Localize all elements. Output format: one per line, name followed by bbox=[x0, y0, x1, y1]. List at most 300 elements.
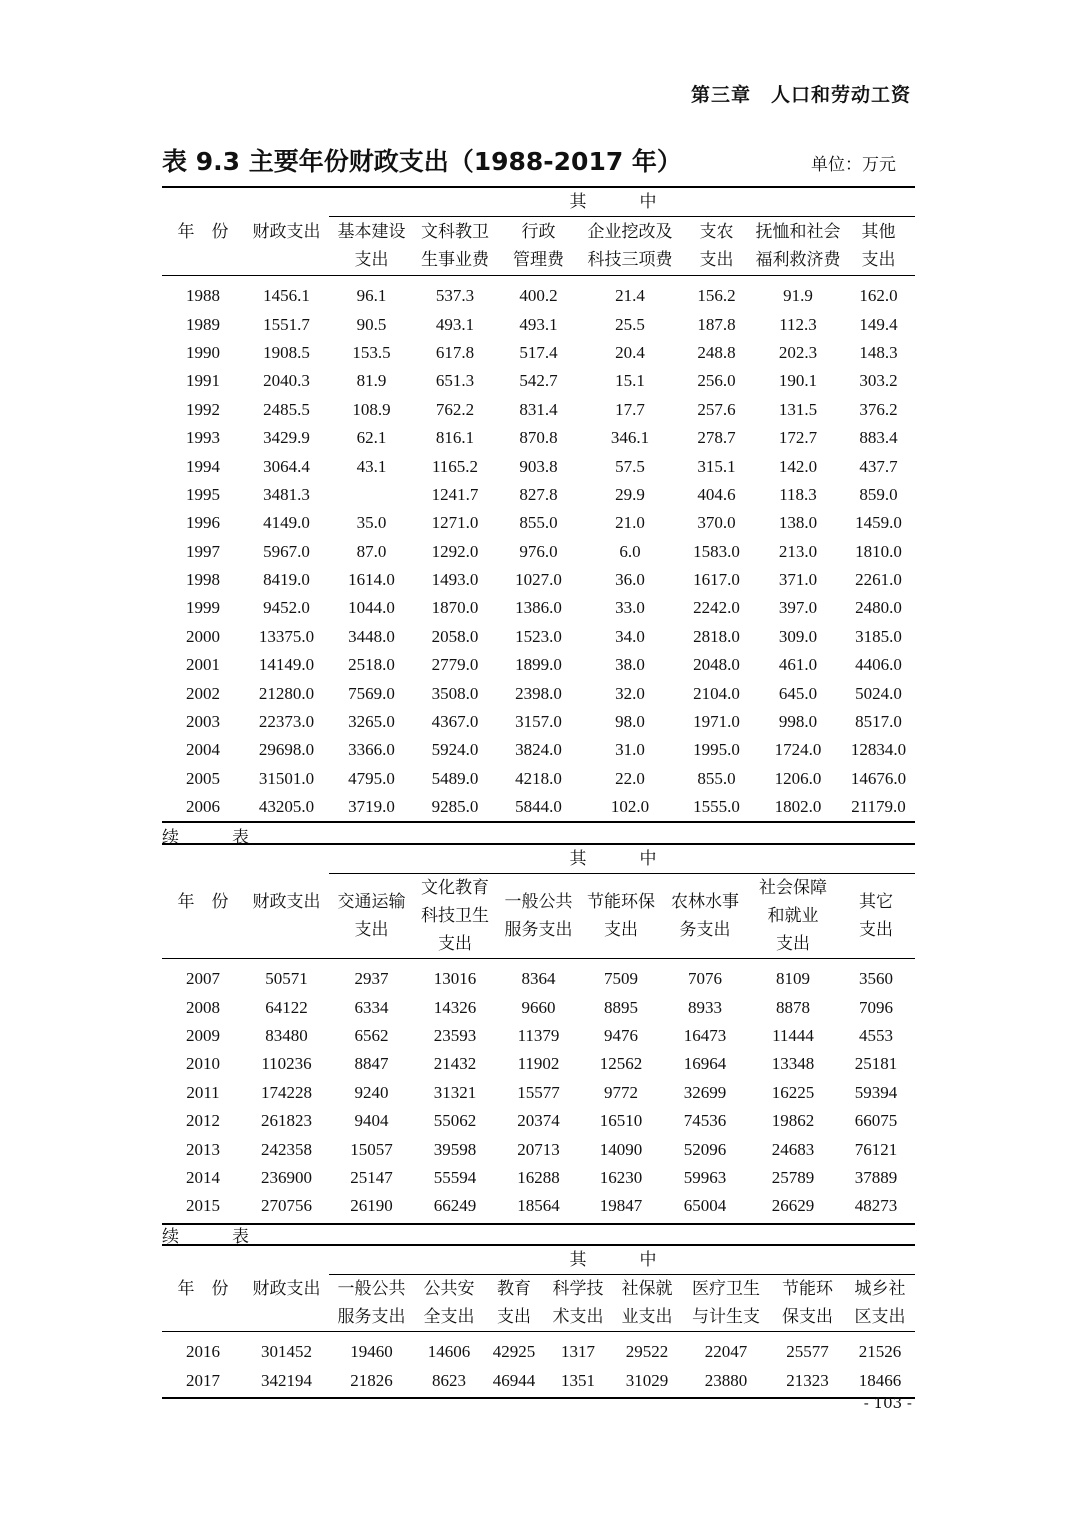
cell-value: 3157.0 bbox=[515, 712, 562, 732]
cell-value: 2398.0 bbox=[515, 683, 562, 703]
cell-value: 65004 bbox=[661, 1192, 749, 1223]
cell-value: 870.8 bbox=[519, 428, 558, 448]
cell-year: 1990 bbox=[186, 342, 220, 362]
cell-value: 5844.0 bbox=[496, 793, 581, 822]
col-header-6 bbox=[754, 217, 842, 276]
col-header-2 bbox=[414, 217, 496, 276]
cell-value: 7096 bbox=[859, 997, 893, 1017]
cell-value: 855.0 bbox=[519, 513, 558, 533]
col-header-line: 节能环 bbox=[782, 1279, 833, 1299]
cell-value: 14606 bbox=[427, 1342, 471, 1362]
cell-value: 2104.0 bbox=[693, 683, 740, 703]
cell-value: 4795.0 bbox=[348, 768, 395, 788]
col-header-4 bbox=[544, 1275, 612, 1332]
cell-value: 37889 bbox=[854, 1167, 898, 1187]
cell-value: 16288 bbox=[517, 1167, 560, 1187]
col-header-line: 其它 bbox=[859, 892, 893, 912]
col-header-qizhong: 其 中 bbox=[329, 187, 915, 217]
cell-value: 7509 bbox=[604, 969, 638, 989]
cell-value: 1241.7 bbox=[431, 484, 479, 504]
cell-value: 1802.0 bbox=[754, 793, 842, 822]
cell-value: 19460 bbox=[350, 1342, 393, 1362]
col-header-line: 科技卫生 bbox=[421, 906, 489, 926]
col-header-5 bbox=[679, 217, 754, 276]
col-header-line: 支出 bbox=[438, 934, 472, 954]
cell-total: 21280.0 bbox=[258, 683, 315, 703]
cell-value: 8517.0 bbox=[855, 712, 902, 732]
cell-value: 23880 bbox=[682, 1366, 770, 1397]
cell-value: 651.3 bbox=[435, 371, 475, 391]
cell-value: 9476 bbox=[604, 1025, 638, 1045]
cell-value: 6562 bbox=[354, 1025, 389, 1045]
cell-total: 174228 bbox=[261, 1082, 312, 1102]
col-header-6 bbox=[749, 874, 837, 959]
cell-value: 91.9 bbox=[783, 286, 813, 306]
cell-value: 11902 bbox=[517, 1054, 560, 1074]
cell-value: 31.0 bbox=[615, 740, 645, 760]
col-header-3 bbox=[496, 874, 581, 959]
cell-year: 2001 bbox=[186, 655, 220, 675]
col-header-3 bbox=[484, 1275, 544, 1332]
col-header-line: 服务支出 bbox=[337, 1307, 406, 1327]
cell-value: 1995.0 bbox=[693, 740, 740, 760]
table-row bbox=[162, 509, 915, 537]
cell-value: 2818.0 bbox=[693, 626, 740, 646]
col-header-line: 业支出 bbox=[621, 1307, 673, 1327]
col-header-5 bbox=[661, 874, 749, 959]
chapter-header: 第三章 人口和劳动工资 bbox=[690, 84, 911, 106]
table-row bbox=[162, 566, 915, 594]
header-row-top bbox=[162, 187, 915, 217]
cell-value: 15.1 bbox=[615, 371, 645, 391]
cell-value: 6.0 bbox=[619, 541, 641, 561]
col-header-1 bbox=[329, 1275, 414, 1332]
cell-year: 2005 bbox=[186, 768, 220, 788]
cell-value: 131.5 bbox=[778, 399, 818, 419]
cell-value: 8109 bbox=[776, 969, 810, 989]
col-header-line: 文化教育 bbox=[421, 878, 489, 898]
cell-value: 8623 bbox=[414, 1366, 484, 1397]
cell-value: 5924.0 bbox=[431, 740, 479, 760]
cell-value: 3185.0 bbox=[855, 626, 902, 646]
col-header-7 bbox=[770, 1275, 845, 1332]
table-row bbox=[162, 424, 915, 452]
cell-year: 1999 bbox=[186, 598, 220, 618]
cell-value: 21179.0 bbox=[842, 793, 915, 822]
continued-label-1: 续 表 bbox=[162, 828, 267, 848]
col-header-line: 支出 bbox=[859, 920, 893, 940]
cell-total: 1551.7 bbox=[263, 314, 310, 334]
page-number: - 103 - bbox=[863, 1394, 912, 1412]
col-header-line: 一般公共 bbox=[337, 1279, 406, 1299]
cell-value: 9240 bbox=[354, 1082, 389, 1102]
cell-value: 76121 bbox=[854, 1139, 898, 1159]
cell-value: 43.1 bbox=[356, 456, 387, 476]
cell-value: 7569.0 bbox=[348, 683, 395, 703]
cell-value: 376.2 bbox=[859, 399, 898, 419]
cell-value: 96.1 bbox=[356, 286, 387, 306]
cell-total: 14149.0 bbox=[258, 655, 315, 675]
cell-value: 59963 bbox=[683, 1167, 727, 1187]
col-header-4 bbox=[581, 217, 679, 276]
col-header-line: 区支出 bbox=[854, 1307, 906, 1327]
cell-value: 1165.2 bbox=[431, 456, 479, 476]
col-header-2 bbox=[414, 874, 496, 959]
cell-value: 5024.0 bbox=[855, 683, 902, 703]
table-row bbox=[162, 623, 915, 651]
cell-value: 831.4 bbox=[519, 399, 558, 419]
col-header-year: 年 份 bbox=[162, 1245, 244, 1332]
cell-year: 2000 bbox=[186, 626, 220, 646]
col-header-line: 支出 bbox=[497, 1307, 531, 1327]
col-header-line: 支农 bbox=[699, 222, 734, 242]
table-row bbox=[162, 1332, 915, 1367]
cell-value: 74536 bbox=[683, 1111, 727, 1131]
col-header-line: 生事业费 bbox=[421, 250, 489, 270]
cell-value: 8895 bbox=[604, 997, 638, 1017]
cell-value: 15057 bbox=[350, 1139, 393, 1159]
cell-value: 2261.0 bbox=[855, 570, 902, 590]
cell-value: 11444 bbox=[772, 1025, 814, 1045]
cell-year: 1994 bbox=[186, 456, 220, 476]
cell-total: 236900 bbox=[261, 1167, 312, 1187]
cell-total: 50571 bbox=[265, 969, 308, 989]
cell-total: 270756 bbox=[244, 1192, 329, 1223]
col-header-1 bbox=[329, 874, 414, 959]
cell-value: 1206.0 bbox=[774, 768, 822, 788]
cell-value: 2048.0 bbox=[693, 655, 740, 675]
col-header-year: 年 份 bbox=[162, 187, 244, 276]
cell-value: 66075 bbox=[854, 1111, 898, 1131]
cell-value: 12562 bbox=[599, 1054, 643, 1074]
col-header-line: 保支出 bbox=[782, 1307, 833, 1327]
col-header-total: 财政支出 bbox=[244, 844, 329, 959]
cell-total: 3481.3 bbox=[263, 484, 310, 504]
cell-value: 55594 bbox=[433, 1167, 477, 1187]
col-header-5 bbox=[612, 1275, 682, 1332]
col-header-qizhong: 其 中 bbox=[329, 844, 915, 874]
cell-value: 8364 bbox=[521, 969, 556, 989]
cell-value: 15577 bbox=[517, 1082, 560, 1102]
cell-year: 1993 bbox=[186, 428, 220, 448]
cell-value: 20374 bbox=[517, 1111, 560, 1131]
table-row bbox=[162, 1022, 915, 1050]
cell-value: 9285.0 bbox=[414, 793, 496, 822]
col-header-line: 抚恤和社会 bbox=[755, 222, 841, 242]
cell-value: 13348 bbox=[771, 1054, 815, 1074]
cell-value: 16225 bbox=[771, 1082, 815, 1102]
cell-value: 87.0 bbox=[356, 541, 387, 561]
table-row bbox=[162, 339, 915, 367]
cell-value: 315.1 bbox=[697, 456, 736, 476]
cell-value: 25.5 bbox=[615, 314, 645, 334]
cell-value bbox=[329, 481, 414, 509]
table-row bbox=[162, 310, 915, 338]
cell-value: 52096 bbox=[683, 1139, 727, 1159]
cell-value: 309.0 bbox=[778, 626, 818, 646]
cell-total: 43205.0 bbox=[244, 793, 329, 822]
cell-total: 2485.5 bbox=[263, 399, 310, 419]
cell-value: 278.7 bbox=[697, 428, 736, 448]
cell-year: 1998 bbox=[186, 570, 220, 590]
cell-year: 1988 bbox=[186, 286, 220, 306]
cell-value: 35.0 bbox=[356, 513, 387, 533]
cell-value: 33.0 bbox=[615, 598, 645, 618]
cell-value: 346.1 bbox=[610, 428, 650, 448]
cell-total: 5967.0 bbox=[263, 541, 310, 561]
col-header-7 bbox=[842, 217, 915, 276]
col-header-year: 年 份 bbox=[162, 844, 244, 959]
col-header-line: 城乡社 bbox=[854, 1279, 906, 1299]
col-header-4 bbox=[581, 874, 661, 959]
cell-value: 31029 bbox=[612, 1366, 682, 1397]
cell-value: 827.8 bbox=[519, 484, 558, 504]
col-header-total: 财政支出 bbox=[244, 187, 329, 276]
col-header-line: 科学技 bbox=[552, 1279, 604, 1299]
cell-value: 1724.0 bbox=[774, 740, 822, 760]
cell-value: 3719.0 bbox=[329, 793, 414, 822]
cell-value: 32699 bbox=[683, 1082, 727, 1102]
table-row bbox=[162, 1164, 915, 1192]
expenditure-table-1988-2006 bbox=[162, 186, 915, 823]
cell-year: 2008 bbox=[186, 997, 220, 1017]
cell-total: 29698.0 bbox=[258, 740, 315, 760]
cell-value: 21826 bbox=[329, 1366, 414, 1397]
cell-value: 4367.0 bbox=[431, 712, 479, 732]
cell-value: 1459.0 bbox=[855, 513, 902, 533]
col-header-line: 教育 bbox=[497, 1279, 531, 1299]
cell-value: 142.0 bbox=[778, 456, 818, 476]
cell-value: 90.5 bbox=[356, 314, 387, 334]
col-header-line: 社会保障 bbox=[759, 878, 827, 898]
cell-value: 6334 bbox=[354, 997, 389, 1017]
cell-value: 1386.0 bbox=[515, 598, 562, 618]
cell-value: 66249 bbox=[414, 1192, 496, 1223]
cell-value: 25789 bbox=[771, 1167, 815, 1187]
cell-value: 1271.0 bbox=[431, 513, 479, 533]
table-row bbox=[162, 1366, 915, 1397]
cell-total: 4149.0 bbox=[263, 513, 310, 533]
cell-value: 16510 bbox=[599, 1111, 643, 1131]
table-row bbox=[162, 1135, 915, 1163]
cell-value: 118.3 bbox=[779, 484, 817, 504]
col-header-8 bbox=[845, 1275, 915, 1332]
cell-year: 2009 bbox=[186, 1025, 220, 1045]
col-header-line: 公共安 bbox=[423, 1279, 475, 1299]
cell-value: 1523.0 bbox=[515, 626, 562, 646]
cell-value: 11379 bbox=[517, 1025, 560, 1045]
cell-value: 32.0 bbox=[615, 683, 645, 703]
cell-total: 342194 bbox=[244, 1366, 329, 1397]
cell-value: 20.4 bbox=[615, 342, 645, 362]
cell-value: 8847 bbox=[354, 1054, 389, 1074]
col-header-line: 福利救济费 bbox=[755, 250, 841, 270]
table-row bbox=[162, 959, 915, 994]
table-title: 表 9.3 主要年份财政支出（1988-2017 年） bbox=[162, 147, 682, 176]
cell-value: 397.0 bbox=[778, 598, 818, 618]
col-header-line: 支出 bbox=[354, 250, 389, 270]
cell-value: 998.0 bbox=[778, 712, 818, 732]
cell-year: 2002 bbox=[186, 683, 220, 703]
cell-value: 39598 bbox=[433, 1139, 477, 1159]
cell-value: 18564 bbox=[496, 1192, 581, 1223]
cell-value: 55062 bbox=[433, 1111, 477, 1131]
cell-value: 14676.0 bbox=[850, 768, 907, 788]
cell-value: 29522 bbox=[625, 1342, 669, 1362]
cell-value: 855.0 bbox=[697, 768, 736, 788]
cell-value: 859.0 bbox=[859, 484, 898, 504]
col-header-line: 术支出 bbox=[552, 1307, 604, 1327]
cell-value: 12834.0 bbox=[850, 740, 907, 760]
cell-value: 7076 bbox=[688, 969, 722, 989]
cell-value: 31321 bbox=[433, 1082, 477, 1102]
cell-value: 9404 bbox=[354, 1111, 389, 1131]
cell-value: 46944 bbox=[484, 1366, 544, 1397]
cell-value: 190.1 bbox=[778, 371, 818, 391]
cell-value: 542.7 bbox=[519, 371, 558, 391]
cell-year: 1997 bbox=[186, 541, 220, 561]
cell-value: 21.0 bbox=[615, 513, 645, 533]
cell-total: 83480 bbox=[265, 1025, 308, 1045]
cell-value: 4218.0 bbox=[515, 768, 562, 788]
cell-year: 1989 bbox=[186, 314, 220, 334]
cell-year: 1991 bbox=[186, 371, 220, 391]
cell-year: 2004 bbox=[186, 740, 220, 760]
cell-value: 25577 bbox=[786, 1342, 829, 1362]
cell-value: 213.0 bbox=[778, 541, 818, 561]
cell-year: 2017 bbox=[162, 1366, 244, 1397]
cell-value: 16230 bbox=[599, 1167, 643, 1187]
cell-value: 762.2 bbox=[435, 399, 475, 419]
cell-value: 1555.0 bbox=[679, 793, 754, 822]
cell-value: 34.0 bbox=[615, 626, 645, 646]
col-header-line: 服务支出 bbox=[504, 920, 573, 940]
cell-value: 1617.0 bbox=[693, 570, 740, 590]
cell-value: 19862 bbox=[771, 1111, 815, 1131]
cell-value: 1351 bbox=[544, 1366, 612, 1397]
col-header-qizhong: 其 中 bbox=[329, 1245, 915, 1275]
cell-value: 14326 bbox=[433, 997, 477, 1017]
cell-year: 1995 bbox=[186, 484, 220, 504]
col-header-line: 支出 bbox=[861, 250, 896, 270]
cell-total: 13375.0 bbox=[258, 626, 315, 646]
cell-value: 1317 bbox=[561, 1342, 595, 1362]
cell-value: 148.3 bbox=[859, 342, 898, 362]
cell-value: 14090 bbox=[599, 1139, 643, 1159]
cell-total: 31501.0 bbox=[258, 768, 315, 788]
table-row bbox=[162, 679, 915, 707]
col-header-line: 其他 bbox=[861, 222, 896, 242]
col-header-line: 文科教卫 bbox=[421, 222, 489, 242]
cell-value: 1493.0 bbox=[431, 570, 479, 590]
cell-value: 3366.0 bbox=[348, 740, 395, 760]
table-row bbox=[162, 793, 915, 822]
cell-value: 162.0 bbox=[859, 286, 898, 306]
cell-year: 2012 bbox=[186, 1111, 220, 1131]
cell-value: 16964 bbox=[683, 1054, 727, 1074]
cell-value: 976.0 bbox=[519, 541, 558, 561]
col-header-7 bbox=[837, 874, 915, 959]
cell-value: 2779.0 bbox=[431, 655, 479, 675]
table-row bbox=[162, 765, 915, 793]
table-row bbox=[162, 1050, 915, 1078]
cell-value: 2518.0 bbox=[348, 655, 395, 675]
table-row bbox=[162, 452, 915, 480]
col-header-line: 和就业 bbox=[767, 906, 819, 926]
table-row bbox=[162, 481, 915, 509]
cell-value: 903.8 bbox=[519, 456, 558, 476]
col-header-line: 全支出 bbox=[423, 1307, 475, 1327]
cell-value: 149.4 bbox=[859, 314, 898, 334]
cell-year: 2013 bbox=[186, 1139, 220, 1159]
cell-value: 20713 bbox=[517, 1139, 560, 1159]
col-header-line: 支出 bbox=[604, 920, 638, 940]
cell-year: 2010 bbox=[186, 1054, 220, 1074]
cell-value: 21.4 bbox=[615, 286, 645, 306]
cell-value: 156.2 bbox=[697, 286, 736, 306]
cell-value: 21526 bbox=[858, 1342, 902, 1362]
cell-value: 493.1 bbox=[435, 314, 475, 334]
expenditure-table-2016-2017 bbox=[162, 1244, 915, 1399]
table-row bbox=[162, 1079, 915, 1107]
col-header-line: 社保就 bbox=[621, 1279, 673, 1299]
cell-value: 22047 bbox=[704, 1342, 748, 1362]
table-row bbox=[162, 396, 915, 424]
col-header-line: 交通运输 bbox=[337, 892, 406, 912]
cell-value: 172.7 bbox=[778, 428, 818, 448]
col-header-3 bbox=[496, 217, 581, 276]
cell-value: 59394 bbox=[854, 1082, 898, 1102]
col-header-line: 支出 bbox=[354, 920, 389, 940]
cell-value: 26190 bbox=[329, 1192, 414, 1223]
cell-year: 2007 bbox=[186, 969, 220, 989]
cell-value: 404.6 bbox=[697, 484, 736, 504]
cell-total: 242358 bbox=[261, 1139, 312, 1159]
cell-value: 21323 bbox=[770, 1366, 845, 1397]
cell-value: 248.8 bbox=[697, 342, 736, 362]
table-row bbox=[162, 1192, 915, 1223]
cell-value: 112.3 bbox=[779, 314, 817, 334]
cell-value: 8933 bbox=[688, 997, 722, 1017]
cell-value: 81.9 bbox=[356, 371, 387, 391]
cell-total: 3064.4 bbox=[263, 456, 310, 476]
cell-value: 517.4 bbox=[519, 342, 558, 362]
table-row bbox=[162, 276, 915, 311]
cell-value: 256.0 bbox=[697, 371, 736, 391]
cell-value: 24683 bbox=[771, 1139, 815, 1159]
table-row bbox=[162, 1107, 915, 1135]
cell-value: 400.2 bbox=[519, 286, 558, 306]
cell-value: 1899.0 bbox=[515, 655, 562, 675]
cell-value: 1583.0 bbox=[693, 541, 740, 561]
cell-value: 2058.0 bbox=[431, 626, 479, 646]
cell-value: 2480.0 bbox=[855, 598, 902, 618]
cell-year: 2016 bbox=[186, 1342, 220, 1362]
cell-total: 3429.9 bbox=[263, 428, 310, 448]
cell-value: 48273 bbox=[837, 1192, 915, 1223]
cell-value: 5489.0 bbox=[431, 768, 479, 788]
cell-value: 42925 bbox=[492, 1342, 536, 1362]
cell-year: 2015 bbox=[162, 1192, 244, 1223]
cell-value: 1027.0 bbox=[515, 570, 562, 590]
cell-value: 645.0 bbox=[778, 683, 818, 703]
unit-label: 单位：万元 bbox=[811, 155, 896, 175]
cell-value: 187.8 bbox=[697, 314, 736, 334]
cell-total: 64122 bbox=[265, 997, 308, 1017]
cell-total: 261823 bbox=[261, 1111, 312, 1131]
cell-value: 57.5 bbox=[615, 456, 645, 476]
cell-value: 19847 bbox=[581, 1192, 661, 1223]
